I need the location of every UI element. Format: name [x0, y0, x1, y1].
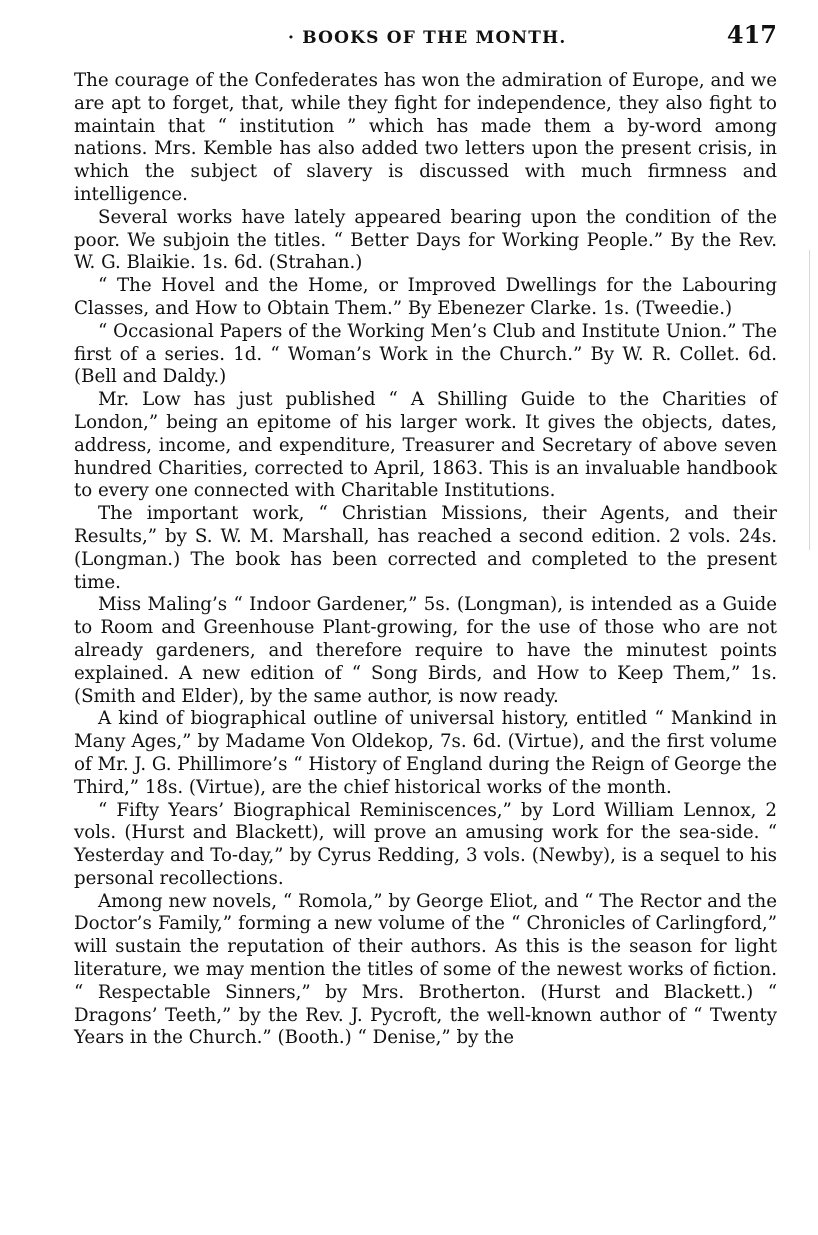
paragraph-condition-of-poor: Several works have lately appeared bearing upon the condition of the poor. We subjoin the titles. “ Better Days for Working People.” By the Rev. W. G. Blaikie. 1s. 6d. (Strahan.): [74, 206, 777, 274]
page-edge-line: [809, 250, 810, 550]
paragraph-reminiscences: “ Fifty Years’ Biographical Reminiscences,” by Lord William Lennox, 2 vols. (Hurst and Blackett), will prove an amusing work for the sea-side. “ Yesterday and To-day,” by Cyrus Redding, 3 vols. (Newby), is a sequel to his personal recollections.: [74, 799, 777, 889]
paragraph-historical-works: A kind of biographical outline of universal history, entitled “ Mankind in Many Ages,” by Madame Von Oldekop, 7s. 6d. (Virtue), and the first volume of Mr. J. G. Phillimore’s “ History of England during the Reign of George the Third,” 18s. (Virtue), are the chief historical works of the month.: [74, 708, 777, 798]
paragraph-new-novels: Among new novels, “ Romola,” by George Eliot, and “ The Rector and the Doctor’s Family,” forming a new volume of the “ Chronicles of Carlingford,” will sustain the reputation of their authors. As this is the season for light literature, we may mention the titles of some of the newest works of fiction. “ Respectable Sinners,” by Mrs. Brotherton. (Hurst and Blackett.) “ Dragons’ Teeth,” by the Rev. J. Pycroft, the well-known author of “ Twenty Years in the Church.” (Booth.) “ Denise,” by the: [74, 890, 777, 1049]
paragraph-confederates: The courage of the Confederates has won the admiration of Europe, and we are apt to forget, that, while they fight for independence, they also fight to maintain that “ institution ” which has made them a by-word among nations. Mrs. Kemble has also added two letters upon the present crisis, in which the subject of slavery is discussed with much firmness and intelligence.: [74, 70, 777, 205]
page-header: [70, 14, 785, 50]
running-title: · BOOKS OF THE MONTH.: [288, 28, 567, 48]
page-number: 417: [726, 20, 777, 49]
paragraph-hovel-and-home: “ The Hovel and the Home, or Improved Dwellings for the Labouring Classes, and How to Obtain Them.” By Ebenezer Clarke. 1s. (Tweedie.): [74, 275, 777, 319]
paragraph-charities-guide: Mr. Low has just published “ A Shilling Guide to the Charities of London,” being an epitome of his larger work. It gives the objects, dates, address, income, and expenditure, Treasurer and Secretary of above seven hundred Charities, corrected to April, 1863. This is an invaluable handbook to every one connected with Charitable Institutions.: [74, 389, 777, 502]
paragraph-christian-missions: The important work, “ Christian Missions, their Agents, and their Results,” by S. W. M. Marshall, has reached a second edition. 2 vols. 24s. (Longman.) The book has been corrected and completed to the present time.: [74, 503, 777, 593]
paragraph-indoor-gardener: Miss Maling’s “ Indoor Gardener,” 5s. (Longman), is intended as a Guide to Room and Greenhouse Plant-growing, for the use of those who are not already gardeners, and therefore require to have the minutest points explained. A new edition of “ Song Birds, and How to Keep Them,” 1s. (Smith and Elder), by the same author, is now ready.: [74, 594, 777, 707]
paragraph-occasional-papers: “ Occasional Papers of the Working Men’s Club and Institute Union.” The first of a series. 1d. “ Woman’s Work in the Church.” By W. R. Collet. 6d. (Bell and Daldy.): [74, 320, 777, 388]
article-body: [74, 70, 777, 1050]
